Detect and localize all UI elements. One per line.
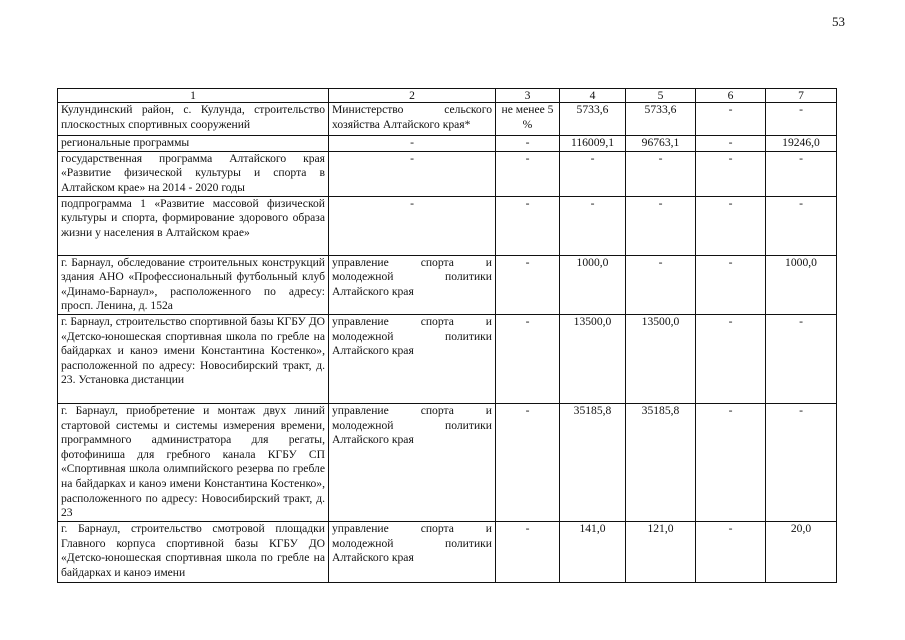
cofinancing-cell: -	[496, 314, 560, 403]
amount-cell: 35185,8	[626, 403, 696, 521]
cofinancing-cell: -	[496, 403, 560, 521]
amount-cell: 19246,0	[766, 136, 837, 152]
amount-cell: 141,0	[560, 521, 626, 582]
table-row	[58, 103, 837, 136]
amount-cell: 13500,0	[626, 314, 696, 403]
amount-cell: -	[696, 136, 766, 152]
column-header: 6	[696, 89, 766, 103]
amount-cell: 13500,0	[560, 314, 626, 403]
table-row	[58, 196, 837, 255]
amount-cell: -	[696, 314, 766, 403]
amount-cell: -	[696, 403, 766, 521]
table-header-row	[58, 89, 837, 103]
object-cell: г. Барнаул, строительство спортивной базы КГБУ ДО «Детско-юношеская спортивная школа по гребле на байдарках и каноэ имени Константина Костенко», расположенной по адресу: Новосибирский тракт, д. 23. Установка дистанции	[58, 314, 329, 403]
customer-cell: -	[329, 151, 496, 196]
customer-cell: Министерство сельского хозяйства Алтайского края*	[329, 103, 496, 136]
cofinancing-cell: не менее 5 %	[496, 103, 560, 136]
amount-cell: -	[766, 403, 837, 521]
amount-cell: 35185,8	[560, 403, 626, 521]
amount-cell: -	[696, 196, 766, 255]
object-cell: государственная программа Алтайского края «Развитие физической культуры и спорта в Алтайском крае» на 2014 - 2020 годы	[58, 151, 329, 196]
object-cell: региональные программы	[58, 136, 329, 152]
table-row	[58, 151, 837, 196]
amount-cell: -	[696, 151, 766, 196]
amount-cell: -	[696, 103, 766, 136]
amount-cell: 20,0	[766, 521, 837, 582]
amount-cell: -	[626, 255, 696, 314]
cofinancing-cell: -	[496, 196, 560, 255]
amount-cell: 96763,1	[626, 136, 696, 152]
object-cell: г. Барнаул, приобретение и монтаж двух линий стартовой системы и системы измерения времени, программного администратора для регаты, фотофиниша для гребного канала КГБУ СП «Спортивная школа олимпийского резерва по гребле на байдарках и каноэ имени Константина Костенко», расположенного по адресу: Новосибирский тракт, д. 23	[58, 403, 329, 521]
customer-cell: управление спорта и молодежной политики Алтайского края	[329, 314, 496, 403]
column-header: 3	[496, 89, 560, 103]
object-cell: Кулундинский район, с. Кулунда, строительство плоскостных спортивных сооружений	[58, 103, 329, 136]
amount-cell: -	[626, 151, 696, 196]
amount-cell: 5733,6	[626, 103, 696, 136]
cofinancing-cell: -	[496, 521, 560, 582]
page-number: 53	[832, 14, 845, 29]
amount-cell: 1000,0	[766, 255, 837, 314]
table-row	[58, 314, 837, 403]
table-row	[58, 521, 837, 582]
program-table	[57, 88, 837, 583]
amount-cell: -	[766, 103, 837, 136]
table-row	[58, 136, 837, 152]
column-header: 1	[58, 89, 329, 103]
column-header: 7	[766, 89, 837, 103]
customer-cell: управление спорта и молодежной политики Алтайского края	[329, 521, 496, 582]
amount-cell: 116009,1	[560, 136, 626, 152]
amount-cell: 121,0	[626, 521, 696, 582]
object-cell: подпрограмма 1 «Развитие массовой физической культуры и спорта, формирование здорового образа жизни у населения в Алтайском крае»	[58, 196, 329, 255]
amount-cell: -	[766, 196, 837, 255]
column-header: 2	[329, 89, 496, 103]
customer-cell: -	[329, 136, 496, 152]
amount-cell: -	[626, 196, 696, 255]
amount-cell: 5733,6	[560, 103, 626, 136]
object-cell: г. Барнаул, строительство смотровой площадки Главного корпуса спортивной базы КГБУ ДО «Детско-юношеская спортивная школа по гребле на байдарках и каноэ имени	[58, 521, 329, 582]
amount-cell: 1000,0	[560, 255, 626, 314]
amount-cell: -	[696, 255, 766, 314]
cofinancing-cell: -	[496, 151, 560, 196]
customer-cell: управление спорта и молодежной политики Алтайского края	[329, 255, 496, 314]
customer-cell: управление спорта и молодежной политики Алтайского края	[329, 403, 496, 521]
object-cell: г. Барнаул, обследование строительных конструкций здания АНО «Профессиональный футбольный клуб «Динамо-Барнаул», расположенного по адресу: просп. Ленина, д. 152а	[58, 255, 329, 314]
column-header: 5	[626, 89, 696, 103]
amount-cell: -	[560, 151, 626, 196]
customer-cell: -	[329, 196, 496, 255]
table-row	[58, 403, 837, 521]
amount-cell: -	[766, 314, 837, 403]
amount-cell: -	[696, 521, 766, 582]
cofinancing-cell: -	[496, 255, 560, 314]
amount-cell: -	[560, 196, 626, 255]
table-row	[58, 255, 837, 314]
column-header: 4	[560, 89, 626, 103]
amount-cell: -	[766, 151, 837, 196]
cofinancing-cell: -	[496, 136, 560, 152]
